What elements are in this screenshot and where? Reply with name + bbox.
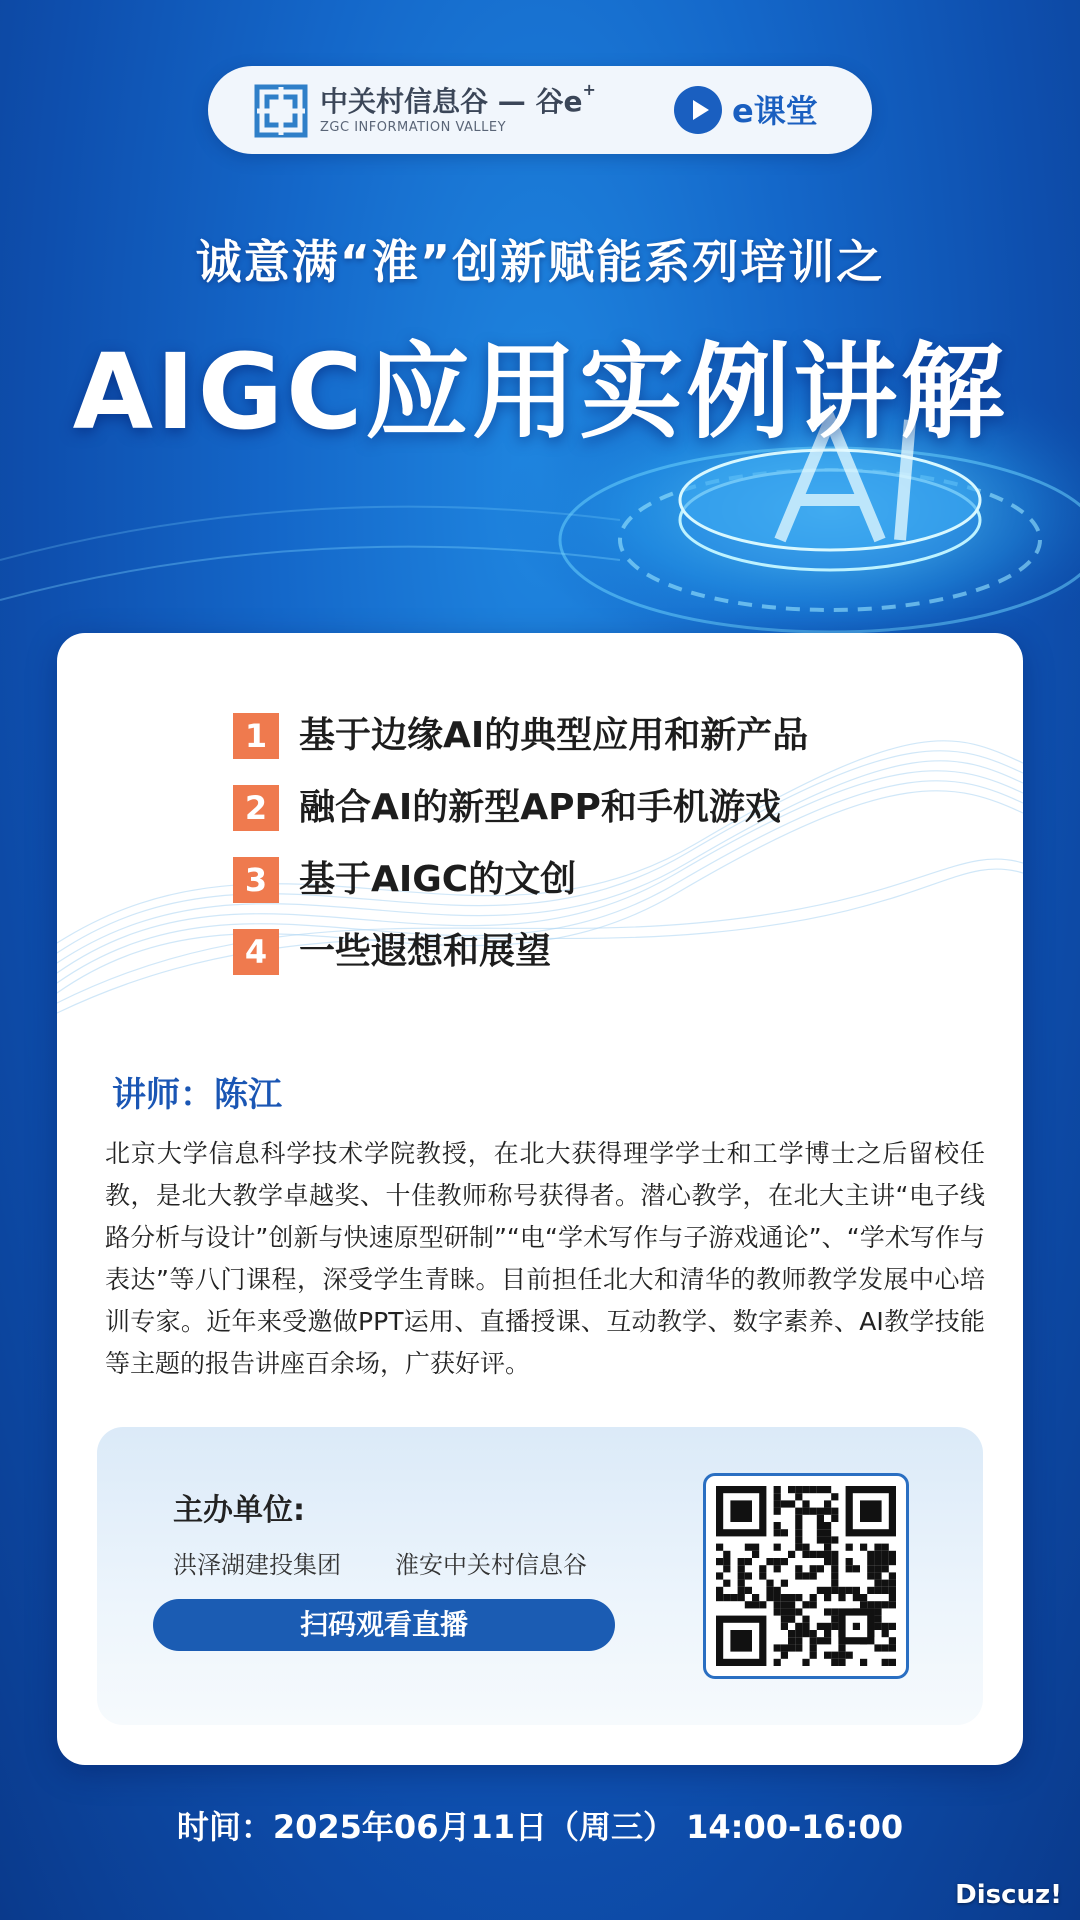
watermark: Discuz!: [955, 1880, 1062, 1910]
series-subtitle: 诚意满“淮”创新赋能系列培训之: [195, 235, 885, 289]
agenda-text: 基于边缘AI的典型应用和新产品: [299, 715, 809, 756]
brand-superscript: +: [582, 80, 596, 99]
agenda-number: 2: [233, 785, 279, 831]
qr-code[interactable]: [703, 1473, 909, 1679]
agenda-text: 融合AI的新型APP和手机游戏: [299, 787, 781, 828]
organizer-item: 淮安中关村信息谷: [395, 1551, 587, 1579]
main-title: AIGC应用实例讲解: [72, 331, 1008, 453]
watch-live-button[interactable]: 扫码观看直播: [153, 1599, 615, 1651]
organizer-item: 洪泽湖建投集团: [173, 1551, 341, 1579]
event-time: 时间：2025年06月11日（周三） 14:00-16:00: [176, 1808, 904, 1846]
lecturer-name: 讲师：陈江: [112, 1075, 282, 1115]
header-pill: [208, 66, 872, 154]
brand-name: 中关村信息谷 — 谷e+: [320, 80, 596, 118]
content-card: [57, 633, 1023, 1765]
course-label: e课堂: [732, 92, 818, 130]
agenda-text: 一些遐想和展望: [299, 931, 552, 972]
play-icon: [674, 86, 722, 134]
organizer-panel: [97, 1427, 983, 1725]
agenda-number: 4: [233, 929, 279, 975]
organizer-title: 主办单位:: [173, 1493, 305, 1528]
agenda-text: 基于AIGC的文创: [299, 859, 577, 900]
agenda-number: 3: [233, 857, 279, 903]
brand-english-name: ZGC INFORMATION VALLEY: [320, 120, 507, 135]
zgc-logo-icon: [254, 84, 308, 138]
lecturer-bio: 北京大学信息科学技术学院教授，在北大获得理学学士和工学博士之后留校任教，是北大教学卓越奖、十佳教师称号获得者。潜心教学，在北大主讲“电子线路分析与设计”创新与快速原型研制”“电“学术写作与子游戏通论”、“学术写作与表达”等八门课程，深受学生青睐。目前担任北大和清华的教师教学发展中心培训专家。近年来受邀做PPT运用、直播授课、互动教学、数字素养、AI教学技能等主题的报告讲座百余场，广获好评。: [105, 1139, 985, 1378]
agenda-number: 1: [233, 713, 279, 759]
qr-code-pattern: [716, 1486, 896, 1666]
